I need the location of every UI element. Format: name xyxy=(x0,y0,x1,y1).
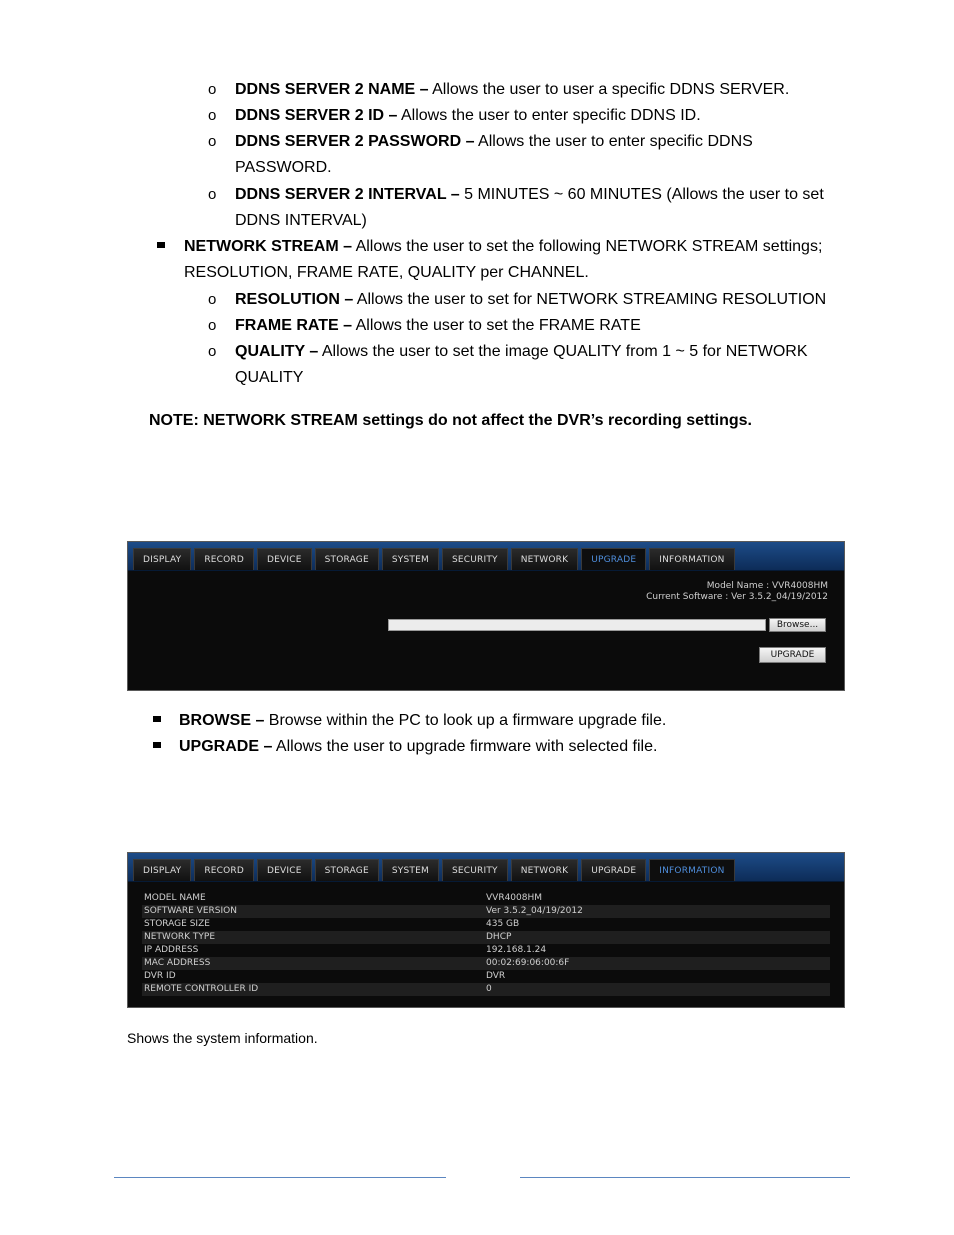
circle-bullet: o xyxy=(208,343,217,360)
circle-bullet: o xyxy=(208,317,217,334)
table-row xyxy=(142,983,830,996)
info-label: STORAGE SIZE xyxy=(144,919,210,929)
table-row xyxy=(142,892,830,905)
info-label: DVR ID xyxy=(144,971,176,981)
info-value: DHCP xyxy=(486,932,512,942)
circle-bullet: o xyxy=(208,133,217,150)
browse-button[interactable]: Browse... xyxy=(769,618,826,632)
current-software: Current Software : Ver 3.5.2_04/19/2012 xyxy=(646,592,828,602)
stream-item-quality: QUALITY – Allows the user to set the image QUALITY from 1 ~ 5 for NETWORK QUALITY xyxy=(235,343,808,386)
stream-item-frame-rate: FRAME RATE – Allows the user to set the FRAME RATE xyxy=(235,317,641,334)
info-label: SOFTWARE VERSION xyxy=(144,906,237,916)
table-row xyxy=(142,957,830,970)
ddns-item-name: DDNS SERVER 2 NAME – Allows the user to user a specific DDNS SERVER. xyxy=(235,81,790,98)
ddns-item-interval: DDNS SERVER 2 INTERVAL – 5 MINUTES ~ 60 MINUTES (Allows the user to set DDNS INTERVAL) xyxy=(235,186,824,229)
upgrade-button[interactable]: UPGRADE xyxy=(759,647,826,663)
tab-record[interactable]: RECORD xyxy=(194,548,254,570)
tab-upgrade[interactable]: UPGRADE xyxy=(581,859,646,881)
network-stream-note: NOTE: NETWORK STREAM settings do not affect the DVR’s recording settings. xyxy=(149,412,752,429)
info-value: DVR xyxy=(486,971,506,981)
square-bullet xyxy=(153,716,161,722)
upgrade-description: UPGRADE – Allows the user to upgrade firmware with selected file. xyxy=(179,738,658,755)
network-stream-item: NETWORK STREAM – Allows the user to set the following NETWORK STREAM settings; RESOLUTION, FRAME RATE, QUALITY per CHANNEL. xyxy=(184,238,823,281)
table-row xyxy=(142,918,830,931)
circle-bullet: o xyxy=(208,107,217,124)
footer-rule-right xyxy=(520,1177,850,1178)
info-label: MAC ADDRESS xyxy=(144,958,211,968)
table-row xyxy=(142,970,830,983)
info-label: IP ADDRESS xyxy=(144,945,199,955)
square-bullet xyxy=(157,242,165,248)
upgrade-panel xyxy=(127,541,845,691)
info-table xyxy=(128,882,844,1004)
info-label: MODEL NAME xyxy=(144,893,206,903)
tab-display[interactable]: DISPLAY xyxy=(133,859,191,881)
tab-system[interactable]: SYSTEM xyxy=(382,548,439,570)
circle-bullet: o xyxy=(208,291,217,308)
model-name: Model Name : VVR4008HM xyxy=(706,581,828,591)
info-label: REMOTE CONTROLLER ID xyxy=(144,984,259,994)
tab-device[interactable]: DEVICE xyxy=(257,548,312,570)
tab-storage[interactable]: STORAGE xyxy=(315,548,379,570)
model-info xyxy=(646,581,828,603)
tab-device[interactable]: DEVICE xyxy=(257,859,312,881)
information-caption: Shows the system information. xyxy=(127,1030,318,1046)
ddns-item-password: DDNS SERVER 2 PASSWORD – Allows the user to enter specific DDNS PASSWORD. xyxy=(235,133,753,176)
table-row xyxy=(142,944,830,957)
tab-network[interactable]: NETWORK xyxy=(511,548,578,570)
upgrade-body xyxy=(128,571,844,689)
info-value: 00:02:69:06:00:6F xyxy=(486,958,570,968)
circle-bullet: o xyxy=(208,81,217,98)
info-value: Ver 3.5.2_04/19/2012 xyxy=(486,906,583,916)
table-row xyxy=(142,905,830,918)
stream-item-resolution: RESOLUTION – Allows the user to set for NETWORK STREAMING RESOLUTION xyxy=(235,291,827,308)
firmware-file-input[interactable] xyxy=(388,619,766,631)
circle-bullet: o xyxy=(208,186,217,203)
tab-bar xyxy=(128,542,844,571)
browse-description: BROWSE – Browse within the PC to look up a firmware upgrade file. xyxy=(179,712,667,729)
info-value: VVR4008HM xyxy=(486,893,543,903)
tab-security[interactable]: SECURITY xyxy=(442,548,508,570)
square-bullet xyxy=(153,742,161,748)
information-panel xyxy=(127,852,845,1008)
info-value: 0 xyxy=(486,984,492,994)
footer-rule-left xyxy=(114,1177,446,1178)
info-value: 435 GB xyxy=(486,919,520,929)
ddns-item-id: DDNS SERVER 2 ID – Allows the user to enter specific DDNS ID. xyxy=(235,107,701,124)
tab-system[interactable]: SYSTEM xyxy=(382,859,439,881)
tab-information[interactable]: INFORMATION xyxy=(649,548,734,570)
tab-bar xyxy=(128,853,844,882)
tab-network[interactable]: NETWORK xyxy=(511,859,578,881)
info-label: NETWORK TYPE xyxy=(144,932,216,942)
tab-information[interactable]: INFORMATION xyxy=(649,859,734,881)
tab-security[interactable]: SECURITY xyxy=(442,859,508,881)
info-value: 192.168.1.24 xyxy=(486,945,547,955)
tab-storage[interactable]: STORAGE xyxy=(315,859,379,881)
tab-record[interactable]: RECORD xyxy=(194,859,254,881)
tab-upgrade[interactable]: UPGRADE xyxy=(581,548,646,570)
tab-display[interactable]: DISPLAY xyxy=(133,548,191,570)
table-row xyxy=(142,931,830,944)
